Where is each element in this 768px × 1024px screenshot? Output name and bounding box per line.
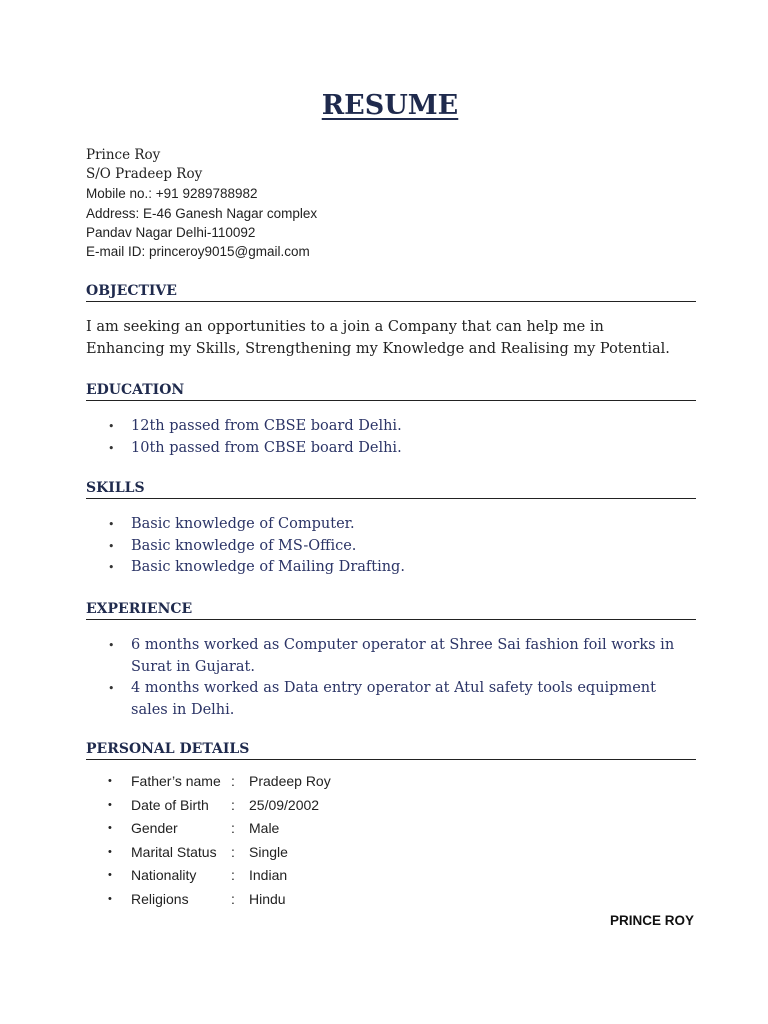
education-list: [86, 416, 686, 459]
personal-key: Father’s name: [131, 773, 221, 789]
contact-address-line2: Pandav Nagar Delhi-110092: [86, 224, 256, 240]
personal-value: Hindu: [249, 890, 286, 907]
skills-list: [86, 514, 686, 579]
personal-details-list: [86, 771, 486, 912]
contact-parent: S/O Pradeep Roy: [86, 166, 203, 183]
personal-sep: :: [231, 867, 235, 883]
personal-value: Single: [249, 843, 288, 860]
experience-list: [86, 635, 686, 721]
experience-heading: EXPERIENCE: [86, 600, 696, 620]
contact-block: [86, 146, 317, 261]
list-item: • 10th passed from CBSE board Delhi.: [86, 438, 686, 460]
list-item: • Basic knowledge of MS-Office.: [86, 536, 686, 558]
personal-value: 25/09/2002: [249, 796, 320, 813]
contact-address-line1: Address: E-46 Ganesh Nagar complex: [86, 205, 318, 221]
personal-details-heading: PERSONAL DETAILS: [86, 740, 696, 760]
personal-row: [86, 865, 486, 889]
personal-row: [86, 842, 486, 866]
personal-sep: :: [231, 796, 235, 813]
list-item: • 12th passed from CBSE board Delhi.: [86, 416, 686, 438]
contact-name: Prince Roy: [86, 147, 161, 163]
list-item: • 6 months worked as Computer operator at Shree Sai fashion foil works in Surat in Gujarat.: [86, 635, 686, 678]
education-heading: EDUCATION: [86, 381, 696, 401]
personal-sep: :: [231, 773, 235, 789]
objective-heading: OBJECTIVE: [86, 282, 696, 302]
personal-row: [86, 795, 486, 819]
personal-sep: :: [231, 890, 235, 907]
personal-key: Marital Status: [131, 843, 217, 860]
personal-sep: :: [231, 820, 235, 836]
list-item: • 4 months worked as Data entry operator at Atul safety tools equipment sales in Delhi.: [86, 678, 686, 721]
personal-sep: :: [231, 843, 235, 860]
list-item: • Basic knowledge of Mailing Drafting.: [86, 557, 686, 579]
personal-value: Indian: [249, 867, 288, 883]
contact-email: E-mail ID: princeroy9015@gmail.com: [86, 244, 310, 260]
personal-key: Date of Birth: [131, 796, 209, 813]
personal-key: Gender: [131, 820, 178, 836]
personal-value: Pradeep Roy: [249, 773, 331, 789]
personal-row: [86, 818, 486, 842]
personal-row: [86, 771, 486, 795]
list-item: • Basic knowledge of Computer.: [86, 514, 686, 536]
objective-text: I am seeking an opportunities to a join a Company that can help me in Enhancing my Skills, Strengthening my Knowledge and Realising my Potential.: [86, 319, 670, 357]
contact-mobile: Mobile no.: +91 9289788982: [86, 186, 258, 202]
personal-key: Nationality: [131, 867, 197, 883]
personal-value: Male: [249, 820, 280, 836]
page-title: RESUME: [321, 90, 459, 121]
signature: PRINCE ROY: [609, 913, 694, 928]
personal-key: Religions: [131, 890, 189, 907]
skills-heading: SKILLS: [86, 479, 696, 499]
personal-row: [86, 889, 486, 913]
